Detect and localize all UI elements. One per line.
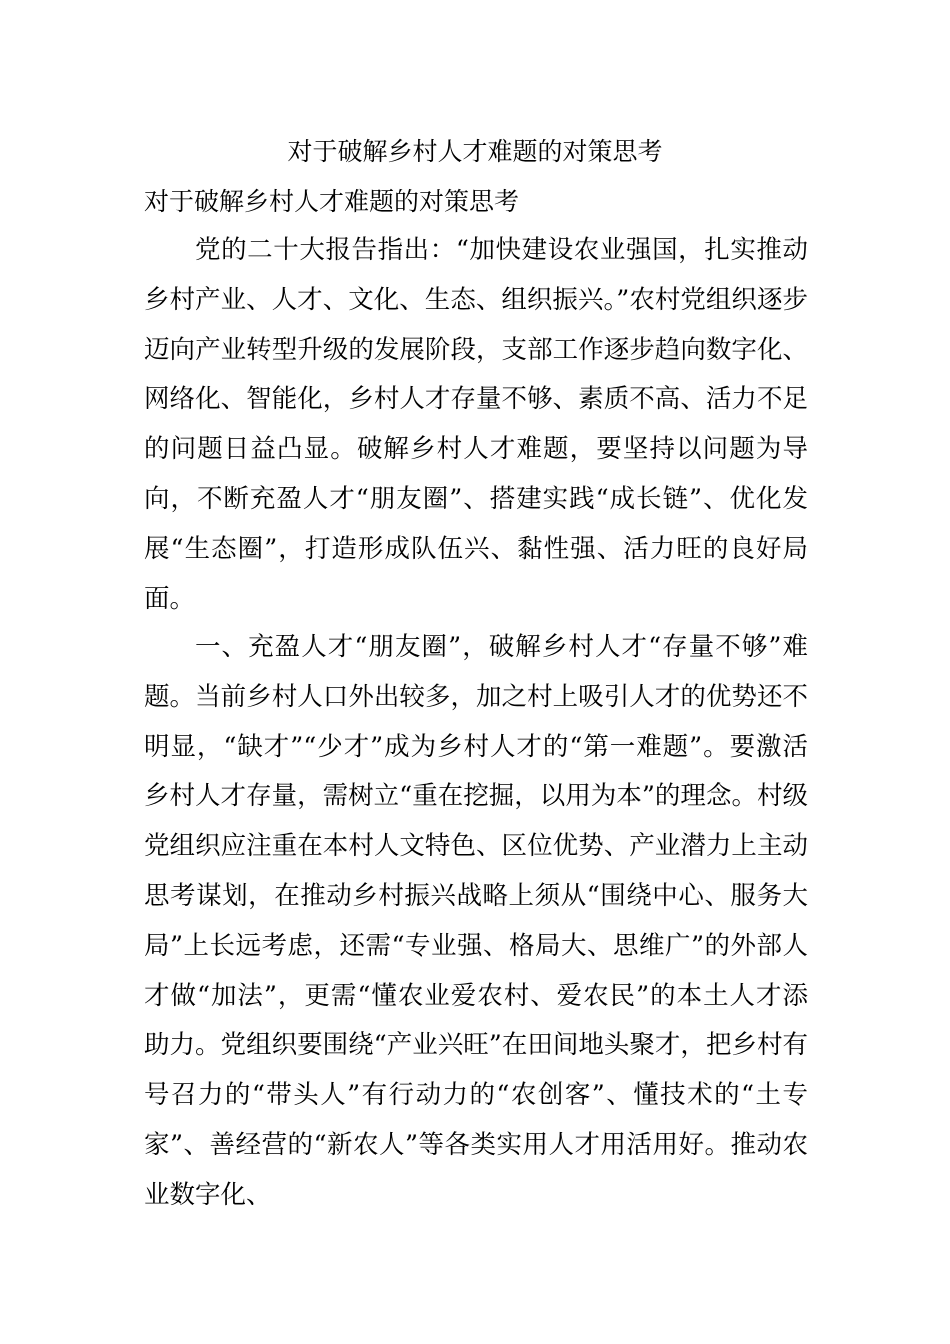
document-subtitle: 对于破解乡村人才难题的对策思考 (144, 187, 520, 216)
document-title: 对于破解乡村人才难题的对策思考 (287, 137, 663, 166)
body-paragraph-section-one: 一、充盈人才“朋友圈”，破解乡村人才“存量不够”难题。当前乡村人口外出较多，加之村上吸引人才的优势还不明显，“缺才”“少才”成为乡村人才的“第一难题”。要激活乡村人才存量，需树立“重在挖掘，以用为本”的理念。村级党组织应注重在本村人文特色、区位优势、产业潜力上主动思考谋划，在推动乡村振兴战略上须从“围绕中心、服务大局”上长远考虑，还需“专业强、格局大、思维广”的外部人才做“加法”，更需“懂农业爱农村、爱农民”的本土人才添助力。党组织要围绕“产业兴旺”在田间地头聚才，把乡村有号召力的“带头人”有行动力的“农创客”、懂技术的“土专家”、善经营的“新农人”等各类实用人才用活用好。推动农业数字化、 (144, 632, 808, 1210)
body-paragraph-intro: 党的二十大报告指出：“加快建设农业强国，扎实推动乡村产业、人才、文化、生态、组织振兴。”农村党组织逐步迈向产业转型升级的发展阶段，支部工作逐步趋向数字化、网络化、智能化，乡村人才存量不够、素质不高、活力不足的问题日益凸显。破解乡村人才难题，要坚持以问题为导向，不断充盈人才“朋友圈”、搭建实践“成长链”、优化发展“生态圈”，打造形成队伍兴、黏性强、活力旺的良好局面。 (144, 235, 808, 614)
